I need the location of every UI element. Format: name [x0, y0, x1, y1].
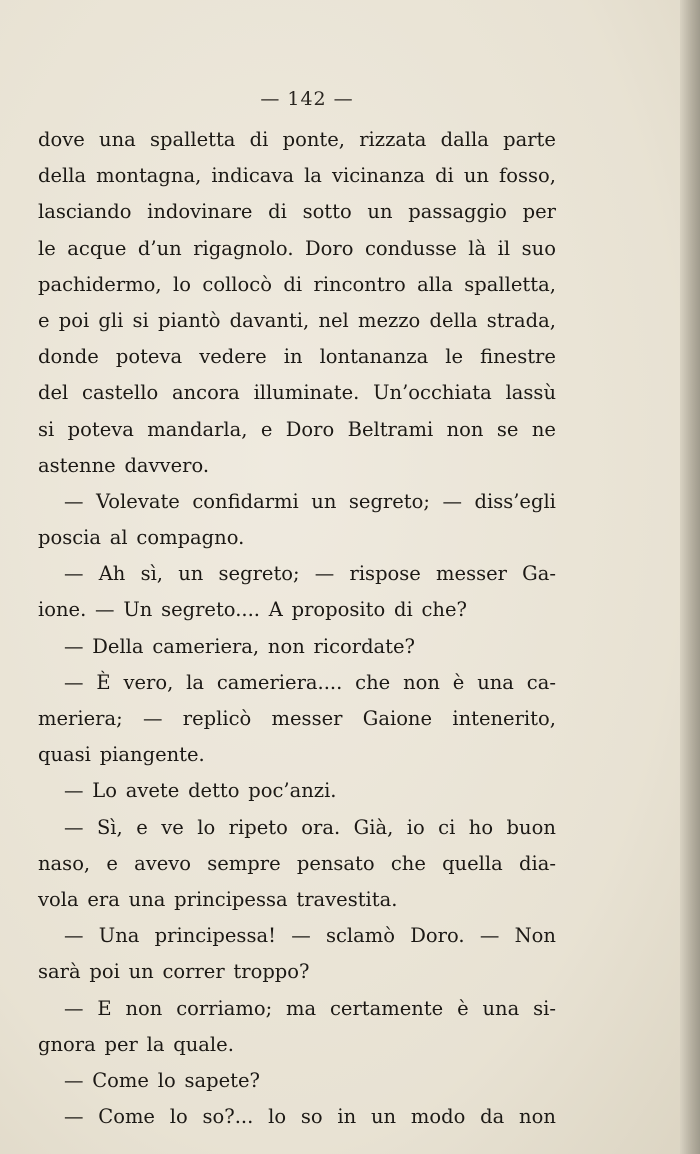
word: indovinare: [147, 200, 253, 224]
word: astenne: [38, 453, 116, 477]
word: della: [429, 308, 478, 332]
word: avevo: [134, 851, 192, 875]
word: di: [435, 164, 454, 188]
word: vero,: [123, 670, 174, 694]
word: segreto;: [348, 489, 430, 513]
text-line: [38, 629, 556, 665]
word: pensato: [296, 851, 375, 875]
word: messer: [271, 707, 343, 730]
text-line: [38, 194, 556, 230]
word: —: [64, 489, 84, 513]
word: le: [445, 345, 464, 369]
word: è: [452, 670, 465, 694]
word: Un’occhiata: [373, 381, 492, 405]
word: ora.: [301, 815, 341, 839]
text-line: [38, 701, 556, 737]
word: un: [367, 200, 393, 224]
word: collocò: [202, 272, 272, 296]
word: e: [136, 815, 148, 839]
word: piangente.: [99, 743, 205, 767]
word: castello: [82, 381, 159, 405]
word: lo: [157, 1068, 176, 1092]
word: le: [38, 236, 56, 260]
word: del: [38, 381, 69, 405]
word: —: [64, 634, 84, 658]
word: condusse: [364, 236, 457, 260]
text-line: [38, 231, 556, 267]
word: si-: [533, 996, 556, 1020]
word: non: [403, 670, 440, 694]
word: certamente: [330, 996, 444, 1020]
word: una: [477, 670, 514, 694]
word: è: [457, 996, 469, 1020]
word: in: [337, 1105, 357, 1129]
word: non: [519, 1105, 556, 1129]
word: —: [142, 707, 163, 730]
word: suo: [521, 236, 556, 260]
word: Della: [92, 634, 144, 658]
word: sapete?: [184, 1068, 260, 1092]
word: gnora: [38, 1032, 96, 1056]
word: lo: [197, 815, 216, 839]
text-line: [38, 448, 556, 484]
word: poc’anzi.: [248, 779, 337, 803]
word: cameriera,: [152, 634, 260, 658]
text-line: [38, 846, 556, 882]
body-text: [38, 122, 556, 1135]
word: un: [128, 960, 154, 984]
word: un: [463, 164, 489, 188]
word: lassù: [505, 381, 556, 405]
text-line: [38, 556, 556, 592]
word: quella: [442, 851, 503, 875]
word: poscia: [38, 526, 102, 550]
word: —: [64, 1068, 84, 1092]
word: gli: [98, 308, 124, 332]
word: una: [128, 887, 166, 911]
word: poi: [89, 960, 120, 984]
word: rizzata: [359, 128, 427, 151]
word: illuminate.: [253, 381, 360, 405]
word: donde: [38, 345, 99, 369]
word: principessa!: [154, 924, 276, 948]
word: compagno.: [136, 526, 245, 550]
page-number: — 142 —: [260, 88, 354, 110]
text-line: [38, 665, 556, 701]
word: si: [132, 308, 149, 332]
text-line: [38, 918, 556, 954]
word: e: [38, 308, 50, 332]
word: proposito: [291, 598, 386, 622]
word: poi: [58, 308, 90, 332]
text-line: [38, 158, 556, 194]
word: mandarla,: [147, 417, 248, 441]
text-line: [38, 592, 556, 628]
word: nel: [318, 308, 349, 332]
word: sì,: [140, 562, 164, 586]
word: lo: [268, 1105, 287, 1129]
word: replicò: [182, 707, 252, 730]
word: quale.: [173, 1032, 234, 1056]
word: se: [496, 417, 519, 441]
word: d’un: [137, 236, 182, 260]
page-gutter: [680, 0, 700, 1154]
text-line: [38, 1027, 556, 1063]
word: poteva: [115, 345, 183, 369]
word: Una: [98, 924, 140, 948]
word: ricordate?: [313, 634, 416, 658]
word: —: [479, 924, 500, 948]
word: messer: [436, 562, 507, 586]
word: —: [64, 562, 84, 586]
word: poteva: [67, 417, 134, 441]
word: troppo?: [233, 960, 310, 984]
text-line: [38, 484, 556, 520]
word: e: [106, 851, 118, 875]
word: corriamo;: [176, 996, 273, 1020]
word: travestita.: [296, 887, 398, 911]
word: una: [99, 128, 136, 151]
word: non: [446, 417, 484, 441]
word: buon: [506, 815, 556, 839]
word: per: [522, 200, 556, 224]
word: Come: [98, 1105, 155, 1129]
word: là: [468, 236, 487, 260]
word: Doro.: [410, 924, 465, 948]
word: alla: [417, 272, 453, 296]
word: da: [480, 1105, 505, 1129]
word: io: [406, 815, 425, 839]
text-line: [38, 1099, 556, 1135]
word: ne: [531, 417, 556, 441]
word: sempre: [207, 851, 281, 875]
word: della: [38, 164, 87, 188]
word: rigagnolo.: [193, 236, 294, 260]
word: principessa: [174, 887, 288, 911]
word: —: [64, 996, 84, 1020]
word: confidarmi: [192, 489, 299, 513]
word: Doro: [285, 417, 335, 441]
word: al: [109, 526, 128, 550]
word: Ga-: [522, 562, 556, 586]
text-line: [38, 737, 556, 773]
word: segreto;: [218, 562, 300, 586]
word: pachidermo,: [38, 272, 162, 296]
word: vedere: [199, 345, 267, 369]
word: diss’egli: [474, 489, 556, 513]
word: rincontro: [313, 272, 406, 296]
word: di: [283, 272, 303, 296]
text-line: [38, 810, 556, 846]
word: Un: [123, 598, 153, 622]
text-line: [38, 520, 556, 556]
word: —: [95, 598, 115, 622]
word: Volevate: [96, 489, 180, 513]
word: dalla: [440, 128, 489, 151]
word: ripeto: [228, 815, 288, 839]
word: che: [390, 851, 426, 875]
word: detto: [188, 779, 240, 803]
word: ca-: [526, 670, 556, 694]
text-line: [38, 882, 556, 918]
word: cameriera....: [216, 670, 343, 694]
word: rispose: [349, 562, 421, 586]
text-line: [38, 375, 556, 411]
word: ci: [438, 815, 456, 839]
word: la: [186, 670, 205, 694]
word: spalletta,: [464, 272, 556, 296]
word: la: [146, 1032, 165, 1056]
word: A: [268, 598, 283, 622]
word: —: [64, 1105, 84, 1129]
word: di: [393, 598, 413, 622]
word: montagna,: [96, 164, 202, 188]
text-line: [38, 412, 556, 448]
word: È: [96, 670, 111, 694]
word: Gaione: [362, 707, 433, 730]
word: finestre: [480, 345, 556, 369]
word: Lo: [92, 779, 117, 803]
word: ione.: [38, 598, 87, 622]
word: la: [304, 164, 322, 188]
text-line: [38, 954, 556, 990]
word: ancora: [171, 381, 240, 405]
text-line: [38, 1063, 556, 1099]
word: per: [104, 1032, 138, 1056]
word: fosso,: [498, 164, 556, 188]
word: ma: [286, 996, 317, 1020]
word: avete: [125, 779, 180, 803]
word: passaggio: [408, 200, 507, 224]
word: Non: [514, 924, 556, 948]
word: naso,: [38, 851, 91, 875]
word: lasciando: [38, 200, 132, 224]
text-line: [38, 991, 556, 1027]
word: sclamò: [325, 924, 395, 948]
word: davanti,: [229, 308, 310, 332]
word: di: [249, 128, 269, 151]
word: era: [87, 887, 120, 911]
word: parte: [503, 128, 556, 151]
word: lontananza: [319, 345, 429, 369]
text-line: [38, 773, 556, 809]
word: mezzo: [357, 308, 421, 332]
word: e: [260, 417, 273, 441]
word: modo: [410, 1105, 466, 1129]
word: dove: [38, 128, 85, 151]
word: ve: [161, 815, 184, 839]
word: che: [355, 670, 391, 694]
word: vicinanza: [331, 164, 426, 188]
word: acque: [67, 236, 127, 260]
text-line: [38, 303, 556, 339]
word: lo: [169, 1105, 188, 1129]
word: un: [178, 562, 204, 586]
word: in: [283, 345, 303, 369]
word: —: [291, 924, 311, 948]
word: Beltrami: [347, 417, 434, 441]
word: sotto: [302, 200, 352, 224]
word: di: [268, 200, 287, 224]
word: —: [64, 924, 84, 948]
word: una: [482, 996, 520, 1020]
word: —: [64, 815, 84, 839]
word: lo: [173, 272, 191, 296]
word: sarà: [38, 960, 81, 984]
word: non: [125, 996, 163, 1020]
word: ho: [468, 815, 494, 839]
word: davvero.: [124, 453, 210, 477]
word: correr: [162, 960, 225, 984]
word: il: [497, 236, 511, 260]
word: —: [64, 779, 84, 803]
word: un: [311, 489, 337, 513]
word: vola: [38, 887, 79, 911]
word: —: [314, 562, 335, 586]
word: so?...: [202, 1105, 254, 1129]
word: E: [97, 996, 112, 1020]
word: si: [38, 417, 55, 441]
word: Già,: [353, 815, 394, 839]
word: Sì,: [96, 815, 123, 839]
word: indicava: [211, 164, 295, 188]
word: so: [300, 1105, 323, 1129]
text-line: [38, 339, 556, 375]
word: Ah: [98, 562, 126, 586]
text-line: [38, 267, 556, 303]
word: meriera;: [38, 707, 123, 730]
word: quasi: [38, 743, 91, 767]
word: piantò: [157, 308, 221, 332]
text-line: [38, 122, 556, 158]
word: spalletta: [150, 128, 236, 151]
word: un: [371, 1105, 397, 1129]
word: intenerito,: [452, 707, 556, 730]
word: dia-: [518, 851, 556, 875]
word: segreto....: [161, 598, 260, 622]
word: —: [442, 489, 462, 513]
word: —: [64, 670, 84, 694]
word: che?: [421, 598, 467, 622]
word: Come: [92, 1068, 149, 1092]
word: strada,: [486, 308, 556, 332]
word: non: [267, 634, 305, 658]
word: ponte,: [282, 128, 345, 151]
word: Doro: [305, 236, 354, 260]
